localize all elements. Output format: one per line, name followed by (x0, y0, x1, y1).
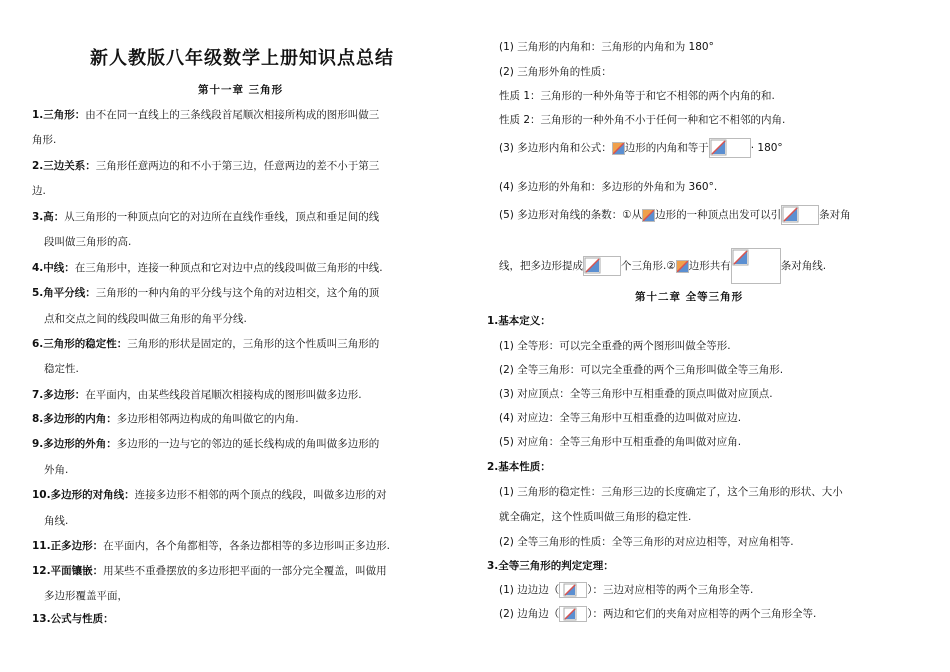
def-4: (4) 对应边：全等三角形中互相重叠的边叫做对应边. (499, 412, 742, 424)
section-2-heading: 2.基本性质： (487, 461, 551, 473)
item-12-cont: 多边形覆盖平面， (44, 590, 128, 602)
item-8: 8.多边形的内角：多边形相邻两边构成的角叫做它的内角. (32, 413, 299, 425)
theorem-sss: (1) 边边边（ ）：三边对应相等的两个三角形全等. (499, 584, 754, 596)
def-5: (5) 对应角：全等三角形中互相重叠的角叫做对应角. (499, 436, 742, 448)
section-3-heading: 3.全等三角形的判定定理： (487, 560, 614, 572)
r-line-1: (1) 三角形的内角和：三角形的内角和为 180° (499, 41, 714, 53)
r-line-3: 性质 1：三角形的一种外角等于和它不相邻的两个内角的和. (499, 90, 775, 102)
item-2-cont: 边. (32, 185, 46, 197)
formula-image-icon (642, 209, 655, 222)
item-1-cont: 角形. (32, 134, 57, 146)
item-1: 1.三角形：由不在同一直线上的三条线段首尾顺次相接所构成的图形叫做三 (32, 109, 380, 121)
section-1-heading: 1.基本定义： (487, 315, 551, 327)
item-5: 5.角平分线：三角形的一种内角的平分线与这个角的对边相交，这个角的顶 (32, 287, 380, 299)
item-7: 7.多边形：在平面内，由某些线段首尾顺次相接构成的图形叫做多边形. (32, 389, 362, 401)
item-9-cont: 外角. (44, 464, 69, 476)
formula-image-icon (731, 248, 781, 284)
formula-image-icon (559, 606, 587, 622)
item-11: 11.正多边形：在平面内，各个角都相等，各条边都相等的多边形叫正多边形. (32, 540, 390, 552)
formula-image-icon (559, 582, 587, 598)
def-2: (2) 全等三角形：可以完全重叠的两个三角形叫做全等三角形. (499, 364, 784, 376)
chapter-12-heading: 第十二章 全等三角形 (635, 291, 744, 303)
formula-image-icon (781, 205, 819, 225)
item-13: 13.公式与性质： (32, 613, 114, 625)
item-6: 6.三角形的稳定性：三角形的形状是固定的，三角形的这个性质叫三角形的 (32, 338, 380, 350)
prop-1-cont: 就全确定，这个性质叫做三角形的稳定性. (499, 511, 692, 523)
item-2: 2.三边关系：三角形任意两边的和不小于第三边，任意两边的差不小于第三 (32, 160, 380, 172)
def-3: (3) 对应顶点：全等三角形中互相重叠的顶点叫做对应顶点. (499, 388, 773, 400)
r-line-6: (4) 多边形的外角和：多边形的外角和为 360°. (499, 181, 718, 193)
def-1: (1) 全等形：可以完全重叠的两个图形叫做全等形. (499, 340, 731, 352)
item-3: 3.高：从三角形的一种顶点向它的对边所在直线作垂线，顶点和垂足间的线 (32, 211, 380, 223)
item-10: 10.多边形的对角线：连接多边形不相邻的两个顶点的线段，叫做多边形的对 (32, 489, 387, 501)
prop-1: (1) 三角形的稳定性：三角形三边的长度确定了，这个三角形的形状、大小 (499, 486, 843, 498)
r-line-7: (5) 多边形对角线的条数：①从 边形的一种顶点出发可以引 条对角 (499, 205, 851, 225)
item-5-cont: 点和交点之间的线段叫做三角形的角平分线. (44, 313, 247, 325)
r-line-5: (3) 多边形内角和公式： 边形的内角和等于 · 180° (499, 138, 783, 158)
formula-image-icon (612, 142, 625, 155)
item-12: 12.平面镶嵌：用某些不重叠摆放的多边形把平面的一部分完全覆盖，叫做用 (32, 565, 387, 577)
r-line-8: 线，把多边形提成 个三角形.② 边形共有 条对角线. (499, 248, 826, 284)
r-line-4: 性质 2：三角形的一种外角不小于任何一种和它不相邻的内角. (499, 114, 786, 126)
formula-image-icon (709, 138, 751, 158)
item-3-cont: 段叫做三角形的高. (44, 236, 132, 248)
page-title: 新人教版八年级数学上册知识点总结 (90, 48, 394, 69)
item-9: 9.多边形的外角：多边形的一边与它的邻边的延长线构成的角叫做多边形的 (32, 438, 380, 450)
item-10-cont: 角线. (44, 515, 69, 527)
item-6-cont: 稳定性. (44, 363, 79, 375)
chapter-11-heading: 第十一章 三角形 (198, 84, 284, 96)
formula-image-icon (583, 256, 621, 276)
r-line-2: (2) 三角形外角的性质： (499, 66, 612, 78)
formula-image-icon (676, 260, 689, 273)
theorem-sas: (2) 边角边（ ）：两边和它们的夹角对应相等的两个三角形全等. (499, 608, 817, 620)
prop-2: (2) 全等三角形的性质：全等三角形的对应边相等，对应角相等. (499, 536, 794, 548)
item-4: 4.中线：在三角形中，连接一种顶点和它对边中点的线段叫做三角形的中线. (32, 262, 383, 274)
